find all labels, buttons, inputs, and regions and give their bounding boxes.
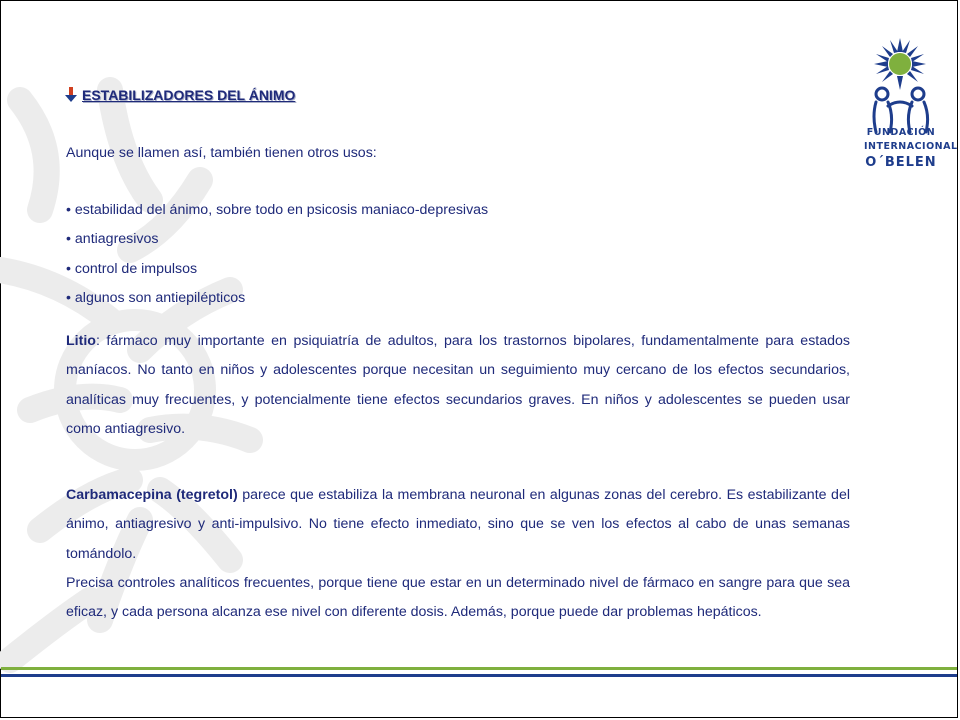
carbamacepina-paragraph bbox=[66, 481, 850, 569]
logo-line-2: INTERNACIONAL bbox=[864, 141, 958, 152]
litio-paragraph bbox=[66, 327, 850, 445]
carbamacepina-description: parece que estabiliza la membrana neuronal en algunas zonas del cerebro. Es estabilizante del ánimo, antiagresivo y anti-impulsivo. No tiene efecto inmediato, sino que se ven los efectos al cabo de unas semanas tomándolo. bbox=[66, 487, 850, 562]
logo-line-1: FUNDACIÓN bbox=[866, 127, 936, 138]
controls-paragraph: Precisa controles analíticos frecuentes, porque tiene que estar en un determinado nivel de fármaco en sangre para que sea eficaz, y cada persona alcanza ese nivel con diferente dosis. Además, porque puede dar problemas hepáticos. bbox=[66, 575, 850, 621]
section-heading bbox=[64, 86, 295, 104]
footer-blue-line bbox=[1, 674, 957, 677]
carbamacepina-term: Carbamacepina (tegretol) bbox=[66, 487, 238, 503]
litio-term: Litio bbox=[66, 333, 96, 349]
list-item: • estabilidad del ánimo, sobre todo en psicosis maniaco-depresivas bbox=[66, 202, 489, 218]
litio-description: : fármaco muy importante en psiquiatría de adultos, para los trastornos bipolares, fundamentalmente para estados maníacos. No tanto en niños y adolescentes porque necesitan un seguimiento muy cercano de los efectos secundarios, analíticas muy frecuentes, y potencialmente tiene efectos secundarios graves. En niños y adolescentes se pueden usar como antiagresivo. bbox=[66, 333, 850, 438]
footer-green-line bbox=[1, 667, 957, 670]
heading-title: ESTABILIZADORES DEL ÁNIMO bbox=[82, 87, 296, 103]
list-item: • algunos son antiepilépticos bbox=[66, 290, 246, 307]
logo-line-3: O´BELEN bbox=[865, 155, 937, 170]
intro-text: Aunque se llamen así, también tienen otros usos: bbox=[66, 145, 377, 161]
foundation-logo-text bbox=[864, 126, 958, 170]
uses-list bbox=[66, 196, 850, 314]
list-item: • control de impulsos bbox=[66, 260, 198, 277]
list-item: • antiagresivos bbox=[66, 231, 159, 248]
bullet-arrow-icon bbox=[64, 87, 78, 103]
